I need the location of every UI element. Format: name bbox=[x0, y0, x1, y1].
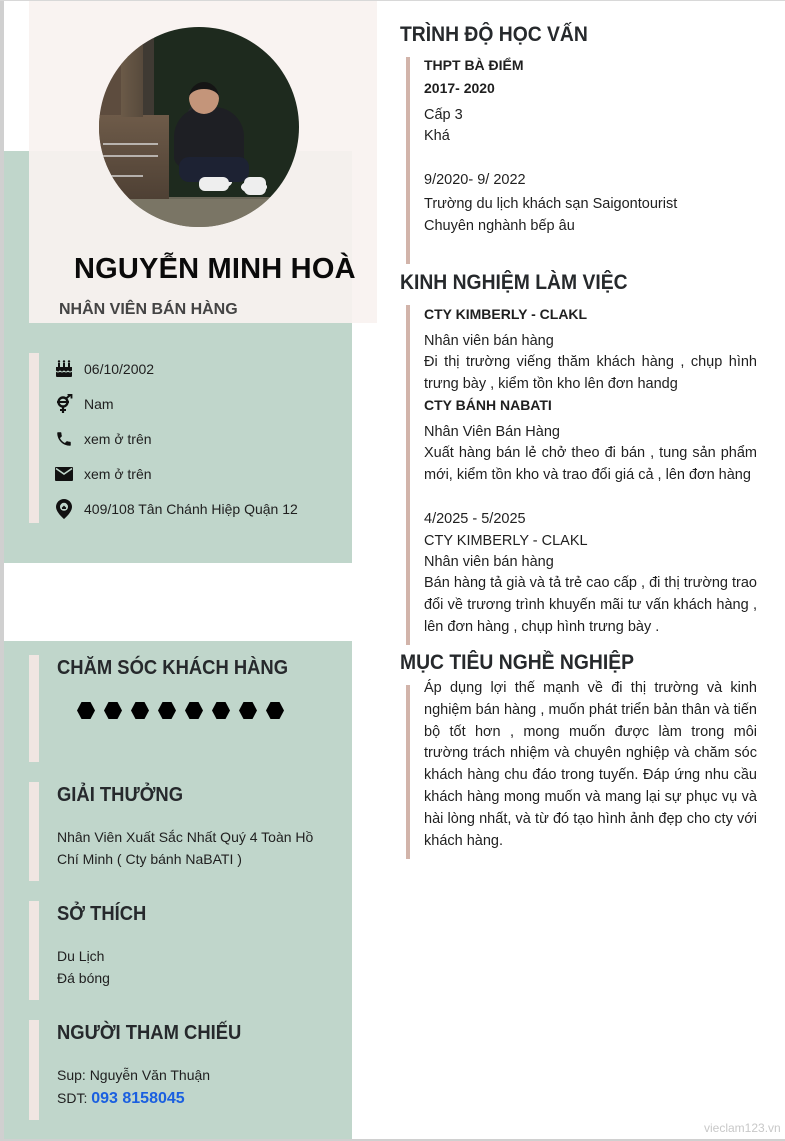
info-phone bbox=[54, 429, 152, 449]
rating-hexagon-icon bbox=[158, 702, 176, 719]
objective-title: MỤC TIÊU NGHỀ NGHIỆP bbox=[400, 651, 635, 674]
info-birthday bbox=[54, 359, 154, 379]
rating-hexagon-icon bbox=[212, 702, 230, 719]
hobby-item: Đá bóng bbox=[57, 970, 110, 986]
job-role: Nhân viên bán hàng bbox=[424, 554, 554, 570]
photo-detail bbox=[103, 155, 158, 157]
address-value: 409/108 Tân Chánh Hiệp Quận 12 bbox=[84, 501, 298, 517]
gender-icon bbox=[54, 394, 74, 414]
objective-text: Áp dụng lợi thế mạnh về đi thị trường và kinh nghiệm bán hàng , muốn phát triển bản thân và tiến bộ tốt hơn , mong muốn được làm trong môi trường trách nhiệm và chuyên nghiệp và chăm sóc khách hàng chu đáo trong tuyến. Đáp ứng nhu cầu khách hàng mong muốn và mang lại sự phục vụ và hài lòng nhất, và từ đó tạo hình ảnh đẹp cho cty với khách hàng. bbox=[424, 680, 757, 849]
job-description: Đi thị trường viếng thăm khách hàng , chụp hình trưng bày , kiểm tồn kho lên đơn handg bbox=[424, 354, 757, 392]
education-grade-1: Khá bbox=[424, 128, 450, 144]
section-accent-bar bbox=[29, 353, 39, 523]
rating-hexagon-icon bbox=[131, 702, 149, 719]
photo-sign bbox=[99, 115, 169, 200]
hobby-item: Du Lịch bbox=[57, 948, 105, 964]
job-company: CTY KIMBERLY - CLAKL bbox=[424, 533, 588, 549]
photo-detail bbox=[244, 177, 266, 195]
reference-name: Sup: Nguyễn Văn Thuận bbox=[57, 1067, 211, 1083]
rating-hexagon-icon bbox=[185, 702, 203, 719]
email-icon bbox=[54, 464, 74, 484]
photo-detail bbox=[103, 175, 143, 177]
photo-detail bbox=[99, 199, 299, 227]
job-company: CTY BÁNH NABATI bbox=[424, 397, 552, 413]
info-address bbox=[54, 499, 298, 519]
rating-hexagon-icon bbox=[239, 702, 257, 719]
birthday-cake-icon bbox=[54, 359, 74, 379]
job-description: Xuất hàng bán lẻ chở theo đi bán , tung sản phẩm mới, kiểm tồn kho và trao đổi giá cả , lên đơn hàng bbox=[424, 445, 757, 483]
phone-value: xem ở trên bbox=[84, 431, 152, 447]
job-company: CTY KIMBERLY - CLAKL bbox=[424, 306, 588, 322]
awards-title: GIẢI THƯỞNG bbox=[57, 784, 184, 806]
section-accent-bar bbox=[29, 655, 39, 762]
experience-title: KINH NGHIỆM LÀM VIỆC bbox=[400, 271, 628, 294]
email-value: xem ở trên bbox=[84, 466, 152, 482]
education-level-1: Cấp 3 bbox=[424, 107, 463, 123]
rating-hexagon-icon bbox=[104, 702, 122, 719]
candidate-name: NGUYỄN MINH HOÀ bbox=[74, 253, 356, 285]
photo-detail bbox=[121, 27, 143, 117]
location-pin-icon bbox=[54, 499, 74, 519]
education-years-1: 2017- 2020 bbox=[424, 80, 495, 96]
section-accent-bar bbox=[406, 57, 410, 264]
skills-title: CHĂM SÓC KHÁCH HÀNG bbox=[57, 657, 289, 679]
info-email bbox=[54, 464, 152, 484]
section-accent-bar bbox=[29, 782, 39, 881]
references-title: NGƯỜI THAM CHIẾU bbox=[57, 1022, 242, 1044]
job-role: Nhân viên bán hàng bbox=[424, 333, 554, 349]
hobbies-title: SỞ THÍCH bbox=[57, 903, 147, 925]
education-major-2: Chuyên nghành bếp âu bbox=[424, 218, 575, 234]
birthday-value: 06/10/2002 bbox=[84, 361, 155, 377]
rating-hexagon-icon bbox=[77, 702, 95, 719]
photo-detail bbox=[199, 177, 229, 191]
job-title: NHÂN VIÊN BÁN HÀNG bbox=[59, 301, 238, 318]
skill-rating bbox=[77, 702, 284, 719]
awards-text: Nhân Viên Xuất Sắc Nhất Quý 4 Toàn Hồ Chí Minh ( Cty bánh NaBATI ) bbox=[57, 829, 314, 867]
photo-detail bbox=[103, 143, 158, 145]
phone-icon bbox=[54, 429, 74, 449]
section-accent-bar bbox=[406, 305, 410, 645]
gender-value: Nam bbox=[84, 396, 114, 412]
education-school-2: Trường du lịch khách sạn Saigontourist bbox=[424, 196, 678, 212]
photo-detail bbox=[189, 82, 219, 114]
job-period: 4/2025 - 5/2025 bbox=[424, 511, 526, 527]
section-accent-bar bbox=[29, 1020, 39, 1120]
reference-phone-link[interactable]: 093 8158045 bbox=[91, 1090, 185, 1107]
reference-phone-label: SDT: bbox=[57, 1090, 92, 1106]
rating-hexagon-icon bbox=[266, 702, 284, 719]
info-gender bbox=[54, 394, 114, 414]
education-school-1: THPT BÀ ĐIỂM bbox=[424, 57, 524, 73]
avatar-photo bbox=[99, 27, 299, 227]
job-description: Bán hàng tả già và tả trẻ cao cấp , đi thị trường trao đổi về trương trình khuyến mãi tư vấn khách hàng , lên đơn hàng , chụp hình trưng bày . bbox=[424, 575, 757, 635]
section-accent-bar bbox=[406, 685, 410, 859]
reference-phone-row bbox=[57, 1087, 327, 1110]
education-title: TRÌNH ĐỘ HỌC VẤN bbox=[400, 23, 588, 46]
section-accent-bar bbox=[29, 901, 39, 1000]
job-role: Nhân Viên Bán Hàng bbox=[424, 424, 560, 440]
education-years-2: 9/2020- 9/ 2022 bbox=[424, 172, 526, 188]
watermark: vieclam123.vn bbox=[704, 1121, 781, 1135]
